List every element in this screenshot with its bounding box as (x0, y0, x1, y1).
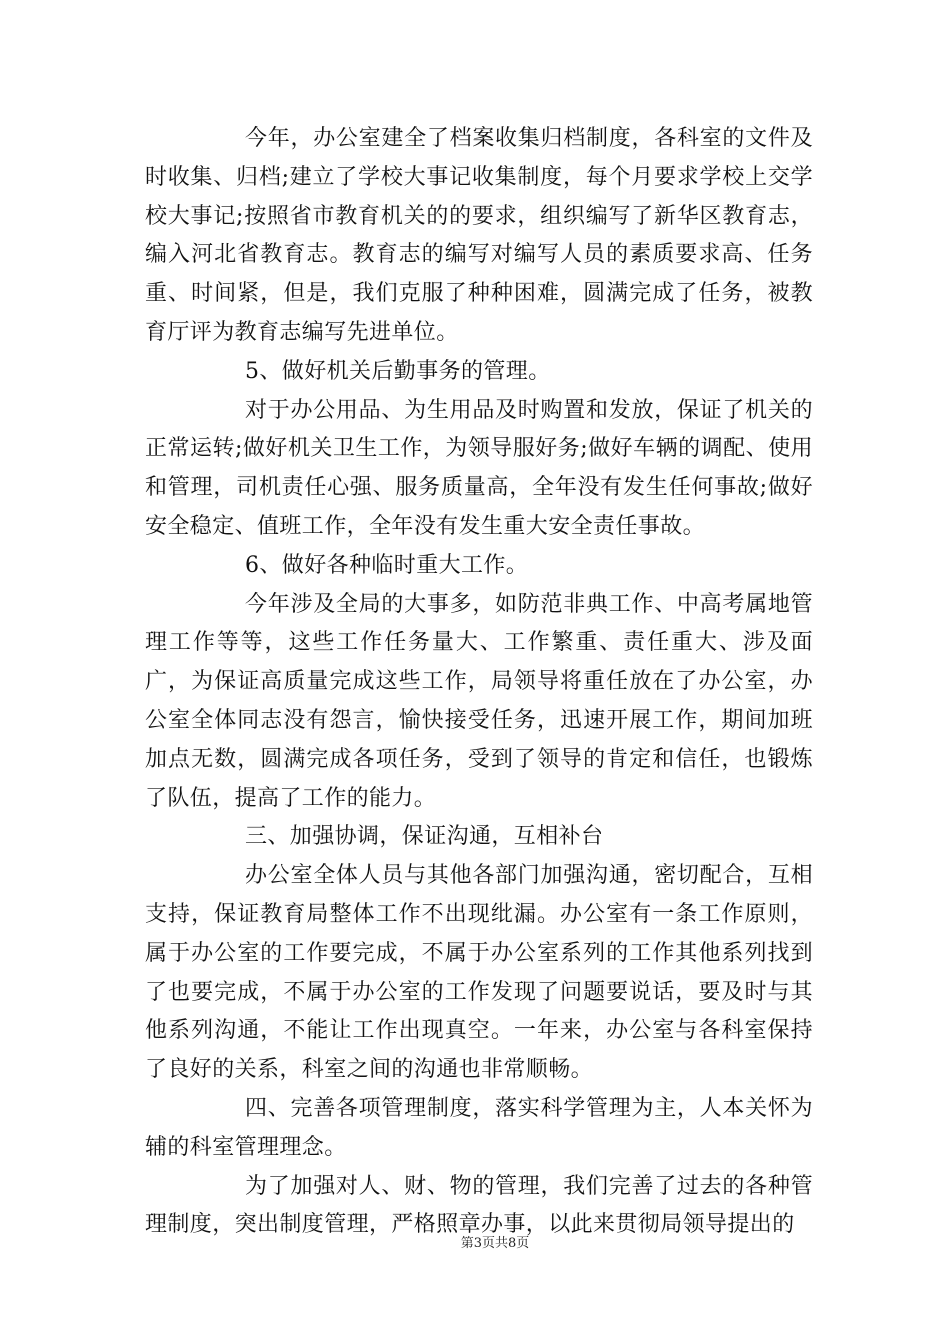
paragraph-archive-system: 今年，办公室建全了档案收集归档制度，各科室的文件及时收集、归档;建立了学校大事记收集制度，每个月要求学校上交学校大事记;按照省市教育机关的的要求，组织编写了新华区教育志，编入河北省教育志。教育志的编写对编写人员的素质要求高、任务重、时间紧，但是，我们克服了种种困难，圆满完成了任务，被教育厅评为教育志编写先进单位。 (145, 126, 813, 345)
paragraph-logistics-details: 对于办公用品、为生用品及时购置和发放，保证了机关的正常运转;做好机关卫生工作，为领导服好务;做好车辆的调配、使用和管理，司机责任心强、服务质量高，全年没有发生任何事故;做好安全稳定、值班工作，全年没有发生重大安全责任事故。 (145, 397, 813, 539)
heading-temporary-major-work: 6、做好各种临时重大工作。 (245, 552, 529, 578)
heading-section-four: 四、完善各项管理制度，落实科学管理为主，人本关怀为辅的科室管理理念。 (145, 1095, 813, 1160)
heading-logistics-management: 5、做好机关后勤事务的管理。 (245, 358, 551, 384)
heading-section-three: 三、加强协调，保证沟通，互相补台 (245, 824, 604, 850)
paragraph-temporary-work-details: 今年涉及全局的大事多，如防范非典工作、中高考属地管理工作等等，这些工作任务量大、工作繁重、责任重大、涉及面广，为保证高质量完成这些工作，局领导将重任放在了办公室，办公室全体同志没有怨言，愉快接受任务，迅速开展工作，期间加班加点无数，圆满完成各项任务，受到了领导的肯定和信任，也锻炼了队伍，提高了工作的能力。 (145, 591, 813, 811)
paragraph-coordination-details: 办公室全体人员与其他各部门加强沟通，密切配合，互相支持，保证教育局整体工作不出现纰漏。办公室有一条工作原则，属于办公室的工作要完成，不属于办公室系列的工作其他系列找到了也要完成，不属于办公室的工作发现了问题要说话，要及时与其他系列沟通，不能让工作出现真空。一年来，办公室与各科室保持了良好的关系，科室之间的沟通也非常顺畅。 (145, 863, 813, 1083)
document-body (145, 120, 813, 1245)
page-number-footer: 第3页共8页 (460, 1236, 530, 1251)
paragraph-management-system: 为了加强对人、财、物的管理，我们完善了过去的各种管理制度，突出制度管理，严格照章办事，以此来贯彻局领导提出的 (145, 1173, 813, 1238)
